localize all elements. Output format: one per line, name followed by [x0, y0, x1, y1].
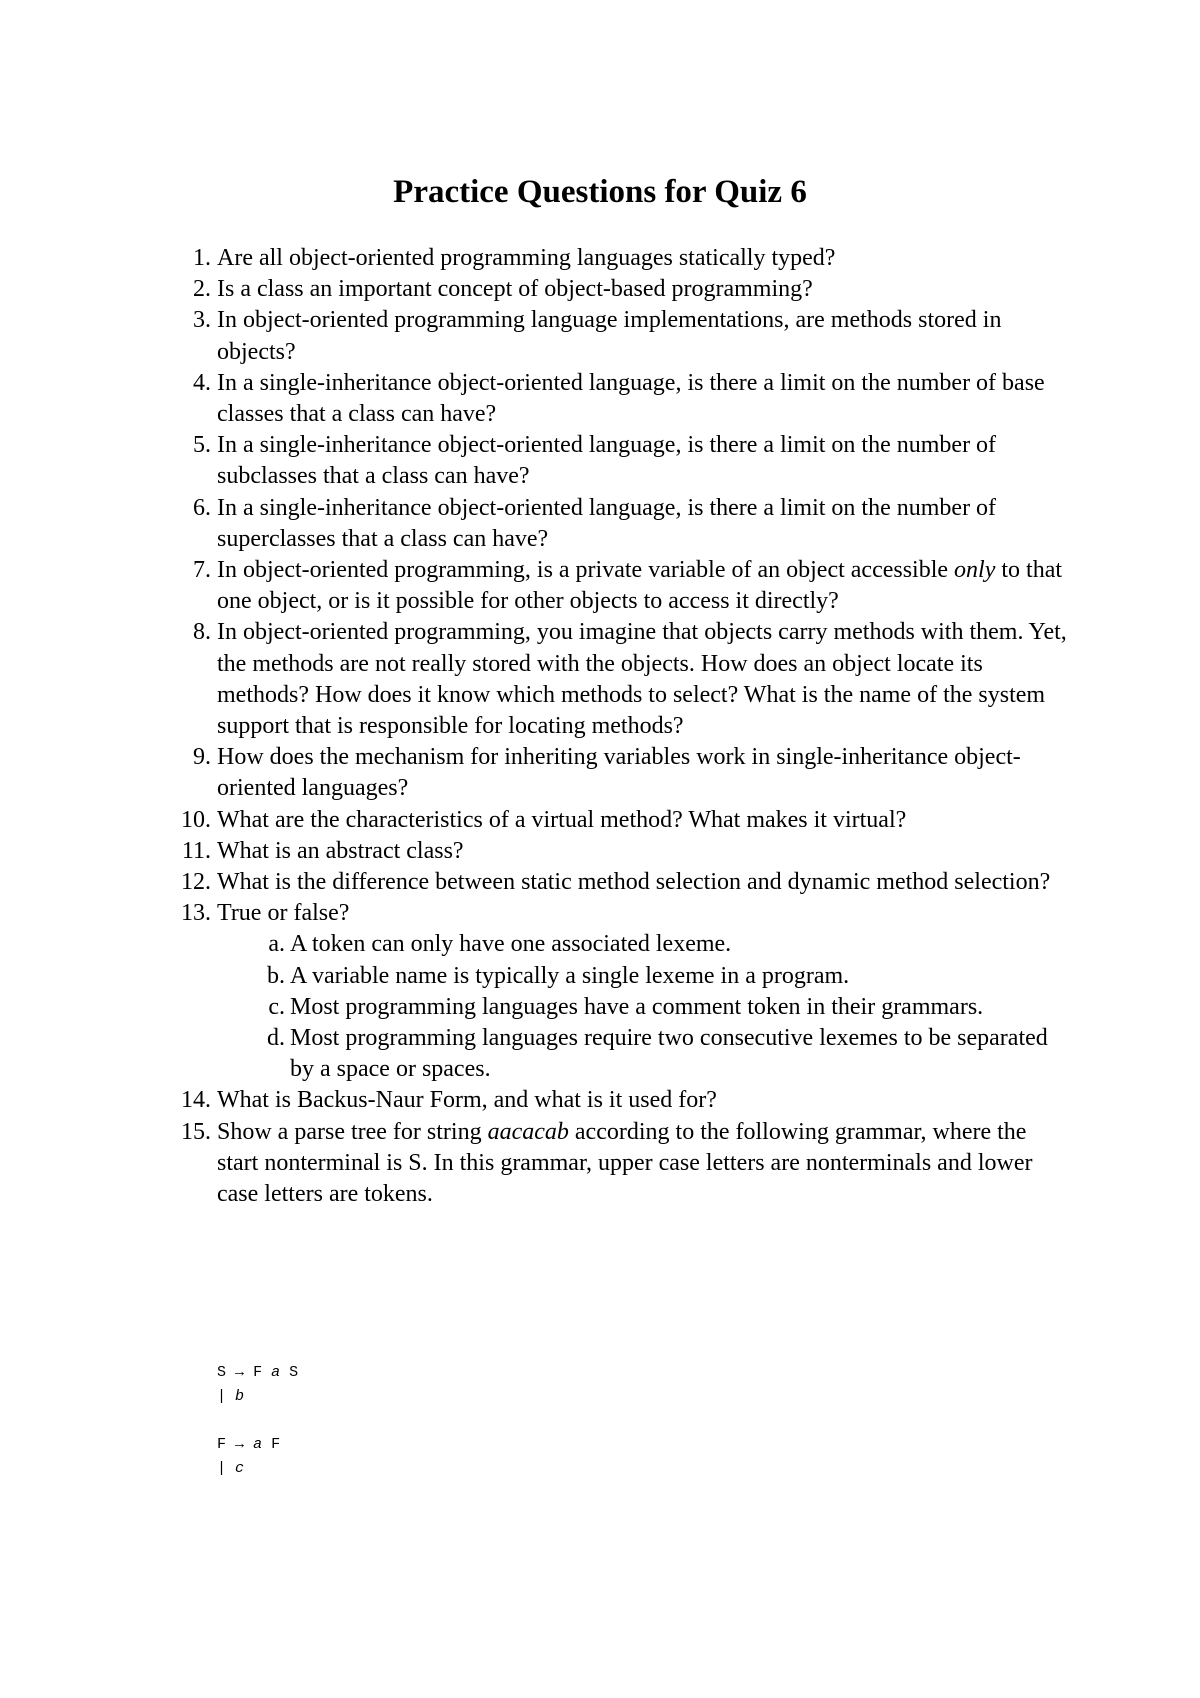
question-number: 12.: [181, 869, 211, 896]
item-text: Most programming languages have a comment token in their grammars.: [290, 993, 984, 1020]
question-text: How does the mechanism for inheriting variables work in single-inheritance object-oriented languages?: [217, 744, 1021, 802]
question-text: What is Backus-Naur Form, and what is it used for?: [217, 1087, 717, 1114]
arrow-symbol: →: [235, 1364, 245, 1381]
alternative-bar: |: [217, 1460, 227, 1477]
question-number: 15.: [181, 1118, 211, 1145]
question-number: 5.: [193, 432, 211, 459]
question-text: Is a class an important concept of object-based programming?: [217, 276, 813, 303]
item-letter: c.: [268, 993, 285, 1020]
question-text: What is an abstract class?: [217, 837, 464, 864]
question-number: 1.: [193, 245, 211, 271]
true-false-item-a: [268, 929, 1067, 960]
question-10: [181, 805, 1067, 836]
token: c: [235, 1460, 245, 1477]
question-number: 3.: [193, 307, 211, 334]
question-text: In a single-inheritance object-oriented language, is there a limit on the number of base classes that a class can have?: [217, 369, 1045, 428]
emphasis-word: only: [954, 557, 996, 584]
question-6: [193, 493, 1067, 555]
item-letter: b.: [267, 962, 285, 989]
grammar-spacer: [217, 1409, 298, 1433]
question-number: 10.: [181, 806, 211, 833]
true-false-item-c: [268, 992, 1067, 1023]
nonterminal: F: [253, 1364, 263, 1381]
question-text: What are the characteristics of a virtual method? What makes it virtual?: [217, 806, 907, 833]
question-11: [181, 836, 1067, 867]
question-text-end: according to the following grammar, where the start nonterminal is S. In this grammar, upper case letters are nonterminals and lower case letters are tokens.: [217, 1118, 1033, 1208]
question-14: [181, 1085, 1067, 1116]
token: a: [253, 1436, 263, 1453]
question-text: True or false?: [217, 900, 350, 927]
question-12: [181, 867, 1067, 898]
grammar-rule-f: [217, 1433, 298, 1457]
question-text-start: In object-oriented programming, is a private variable of an object accessible: [217, 557, 955, 584]
item-text: A variable name is typically a single lexeme in a program.: [290, 962, 850, 989]
question-number: 2.: [193, 276, 211, 303]
question-text: In a single-inheritance object-oriented language, is there a limit on the number of superclasses that a class can have?: [217, 494, 997, 552]
question-text-start: Show a parse tree for string: [217, 1118, 488, 1145]
item-letter: a.: [268, 931, 285, 958]
question-5: [193, 430, 1067, 492]
question-number: 8.: [193, 619, 211, 646]
question-text: [217, 1117, 1067, 1211]
true-false-item-b: [267, 961, 1067, 992]
grammar-alt-f: [217, 1457, 298, 1481]
token: b: [235, 1388, 245, 1405]
emphasis-string: aacacab: [487, 1118, 569, 1145]
nonterminal: F: [271, 1436, 281, 1453]
question-3: [193, 305, 1067, 367]
question-number: 6.: [193, 494, 211, 521]
page-title: Practice Questions for Quiz 6: [393, 174, 807, 210]
question-text: What is the difference between static method selection and dynamic method selection?: [217, 869, 1051, 896]
question-15: [181, 1117, 1067, 1211]
question-number: 11.: [181, 837, 211, 864]
nonterminal: F: [217, 1436, 227, 1453]
question-2: [193, 274, 1067, 305]
question-text: In a single-inheritance object-oriented language, is there a limit on the number of subclasses that a class can have?: [217, 432, 997, 490]
question-text-end: to that one object, or is it possible for other objects to access it directly?: [217, 557, 1063, 615]
question-13: [181, 898, 1067, 1085]
question-text: [217, 555, 1067, 617]
question-number: 13.: [181, 900, 211, 927]
question-4: [193, 368, 1067, 430]
true-false-list: [217, 929, 1067, 1085]
true-false-item-d: [267, 1023, 1067, 1085]
item-text: Most programming languages require two consecutive lexemes to be separated by a space or spaces.: [290, 1025, 1048, 1083]
question-number: 7.: [193, 557, 211, 584]
question-8: [193, 617, 1067, 742]
question-list: [181, 243, 1067, 1210]
grammar-block: [217, 1361, 298, 1481]
arrow-symbol: →: [235, 1436, 245, 1453]
question-text: In object-oriented programming language implementations, are methods stored in objects?: [217, 307, 1002, 365]
question-number: 4.: [193, 369, 211, 396]
item-letter: d.: [267, 1025, 285, 1052]
nonterminal: S: [217, 1364, 227, 1381]
question-1: [193, 243, 1067, 274]
nonterminal: S: [289, 1364, 299, 1381]
question-9: [193, 742, 1067, 804]
item-text: A token can only have one associated lexeme.: [290, 931, 732, 958]
alternative-bar: |: [217, 1388, 227, 1405]
question-text: Are all object-oriented programming languages statically typed?: [217, 245, 836, 271]
question-7: [193, 555, 1067, 617]
grammar-rule-s: [217, 1361, 298, 1385]
grammar-alt-s: [217, 1385, 298, 1409]
question-number: 9.: [193, 744, 211, 771]
token: a: [271, 1364, 281, 1381]
question-number: 14.: [181, 1087, 211, 1114]
question-text: In object-oriented programming, you imagine that objects carry methods with them. Yet, the methods are not really stored with the objects. How does an object locate its methods? How does it know which methods to select? What is the name of the system support that is responsible for locating methods?: [217, 619, 1067, 740]
